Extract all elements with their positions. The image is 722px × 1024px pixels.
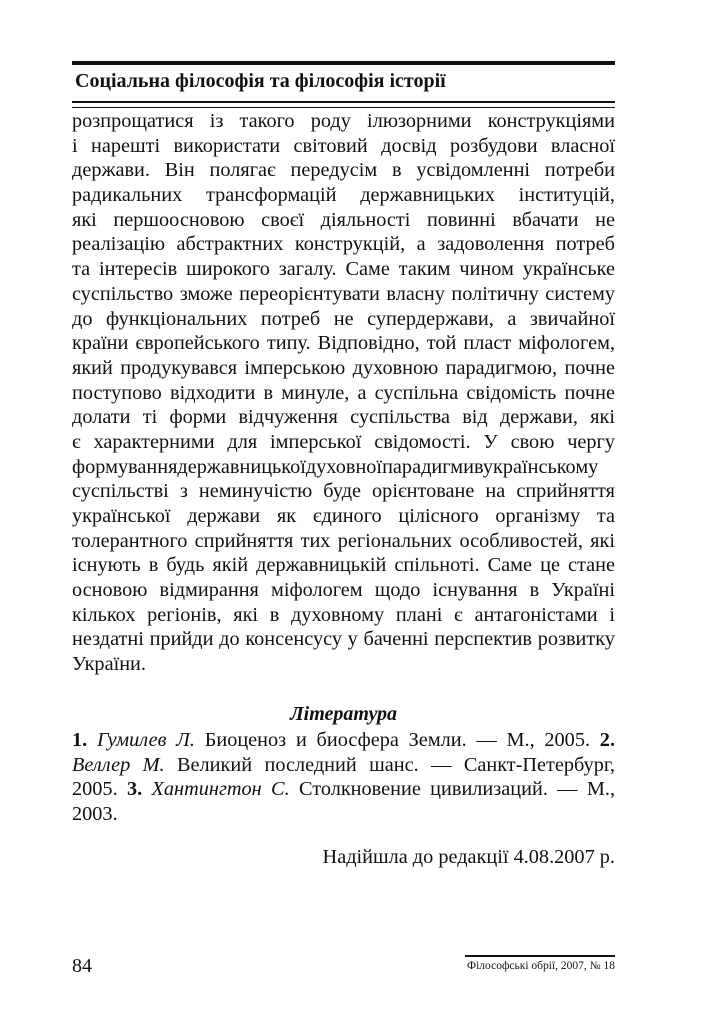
running-header-title: Соціальна філософія та філософія історії bbox=[75, 70, 446, 92]
references-heading: Література bbox=[289, 703, 398, 725]
reference-text: Столкновение цивилизаций. — М., bbox=[289, 778, 616, 801]
text-line: до функціональних потреб не супердержави, а звичайної bbox=[72, 307, 615, 330]
reference-line bbox=[72, 753, 615, 778]
text-line: існують в будь якій державницькій спільноті. Саме це стане bbox=[72, 554, 615, 577]
text-line: держави. Він полягає передусім в усвідомленні потреби bbox=[72, 159, 615, 182]
text-line: долати ті форми відчуження суспільства від держави, які bbox=[72, 406, 615, 429]
reference-text: 2005. bbox=[72, 778, 127, 801]
reference-number: 3. bbox=[126, 778, 152, 801]
text-line: і нарешті використати світовий досвід розбудови власної bbox=[72, 134, 615, 157]
received-date-note: Надійшла до редакції 4.08.2007 р. bbox=[322, 846, 615, 868]
text-line: які першоосновою своєї діяльності повинні вбачати не bbox=[72, 208, 615, 231]
text-line: країни європейського типу. Відповідно, той пласт міфологем, bbox=[72, 332, 615, 355]
text-line: поступово відходити в минуле, а суспільна свідомість почне bbox=[72, 381, 615, 404]
text-line: суспільстві з неминучістю буде орієнтоване на сприйняття bbox=[72, 480, 615, 503]
text-line: основою відмирання міфологем щодо існування в Україні bbox=[72, 579, 615, 602]
text-line: української держави як єдиного цілісного організму та bbox=[72, 505, 615, 527]
reference-author: Гумилев Л. bbox=[96, 729, 195, 751]
text-line: який продукувався імперською духовною парадигмою, почне bbox=[72, 356, 615, 379]
journal-footer: Філософські обрії, 2007, № 18 bbox=[467, 960, 615, 972]
text-line: толерантного сприйняття тих регіональних особливостей, які bbox=[72, 529, 615, 552]
text-line: розпрощатися із такого роду ілюзорними конструкціями bbox=[72, 110, 615, 132]
text-line: нездатні прийди до консенсусу у баченні перспектив розвитку bbox=[72, 628, 615, 651]
footer-rule bbox=[465, 955, 615, 957]
body-paragraph bbox=[72, 109, 615, 677]
header-top-rule bbox=[72, 61, 615, 65]
reference-author: Веллер М. bbox=[72, 753, 165, 776]
text-line: та інтересів широкого загалу. Саме таким чином українське bbox=[72, 258, 615, 281]
text-line: є характерними для імперської свідомості. У свою чергу bbox=[72, 430, 615, 453]
reference-line bbox=[72, 777, 615, 802]
reference-line bbox=[72, 728, 615, 753]
text-line: кількох регіонів, які в духовному плані є антагоністами і bbox=[72, 603, 615, 626]
reference-author: Хантингтон С. bbox=[151, 778, 290, 801]
reference-number: 2. bbox=[599, 729, 616, 751]
text-line: радикальних трансформацій державницьких інституцій, bbox=[72, 184, 615, 207]
header-bottom-rule-thick bbox=[72, 101, 615, 103]
reference-number: 1. bbox=[72, 729, 97, 751]
reference-text: Великий последний шанс. — Санкт-Петербург, bbox=[164, 753, 615, 776]
references-list bbox=[72, 728, 615, 827]
text-line: суспільство зможе переорієнтувати власну політичну систему bbox=[72, 282, 615, 305]
page-number: 84 bbox=[72, 955, 92, 977]
text-line: реалізацію абстрактних конструкцій, а задоволення потреб bbox=[72, 233, 615, 256]
reference-text: 2003. bbox=[72, 803, 118, 826]
reference-text: Биоценоз и биосфера Земли. — М., 2005. bbox=[194, 729, 600, 751]
header-bottom-rule-thin bbox=[72, 107, 615, 108]
reference-line bbox=[72, 802, 615, 827]
text-line: формуваннядержавницькоїдуховноїпарадигмивукраїнському bbox=[72, 455, 599, 478]
text-line: України. bbox=[72, 653, 146, 676]
